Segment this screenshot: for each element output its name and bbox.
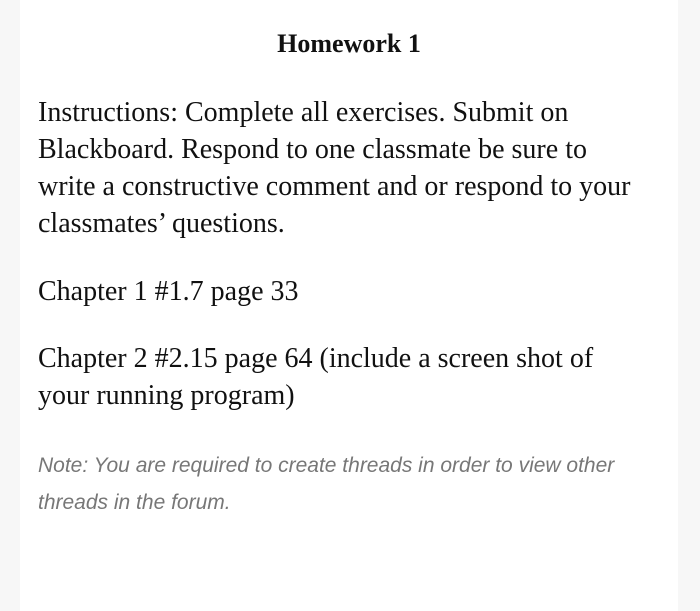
instructions-text: Instructions: Complete all exercises. Submit on Blackboard. Respond to one classmate be sure to write a constructive comment and or respond to your classmates’ questions.: [38, 97, 631, 239]
page-title: Homework 1: [277, 29, 421, 58]
homework-page: [20, 0, 678, 611]
assignment-item-chapter-2: Chapter 2 #2.15 page 64 (include a screen shot of your running program): [38, 343, 594, 411]
assignment-item-chapter-1: Chapter 1 #1.7 page 33: [38, 276, 299, 307]
forum-note: Note: You are required to create threads in order to view other threads in the forum.: [38, 454, 615, 514]
